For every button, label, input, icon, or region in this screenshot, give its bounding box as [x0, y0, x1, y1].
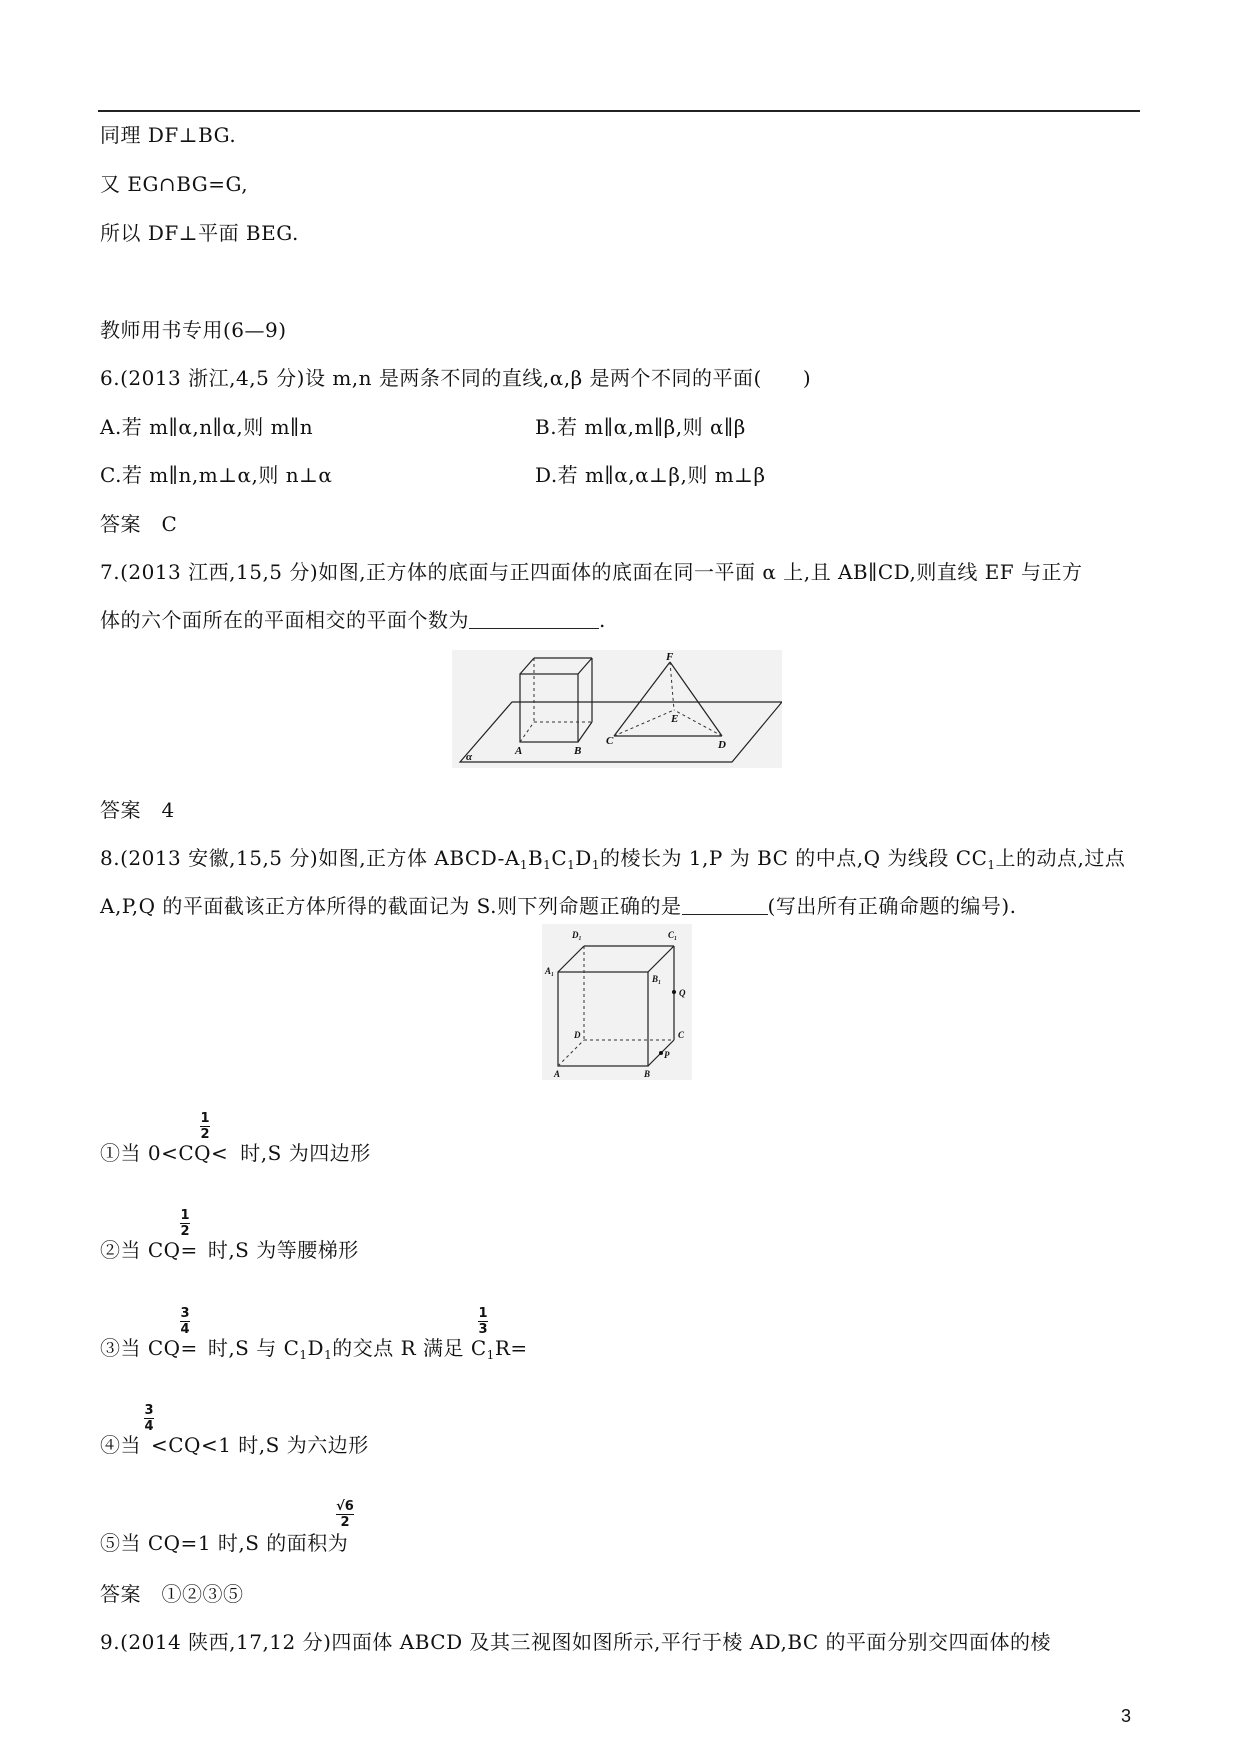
fraction-1	[200, 1112, 210, 1141]
s3-text-d: 的交点 R 满足 C	[332, 1336, 487, 1360]
denominator: 2	[200, 1127, 210, 1142]
numerator: √6	[336, 1499, 354, 1514]
statement-1	[100, 1139, 371, 1167]
subscript: 1	[987, 858, 996, 872]
page-number: 3	[1121, 1706, 1132, 1726]
label-c1: C₁	[668, 930, 678, 940]
question-8-line-1	[100, 844, 1125, 879]
label-c: C	[606, 735, 614, 747]
proof-line-2: 又 EG∩BG=G,	[100, 172, 249, 196]
subscript: 1	[543, 858, 552, 872]
label-d: D	[718, 739, 726, 751]
question-7-line-1: 7.(2013 江西,15,5 分)如图,正方体的底面与正四面体的底面在同一平面 α 上,且 AB∥CD,则直线 EF 与正方	[100, 560, 1083, 584]
proof-line-1: 同理 DF⊥BG.	[100, 123, 237, 147]
q8-text-2: B	[527, 846, 544, 870]
q8-text-3: C	[551, 846, 568, 870]
label-a1: A₁	[545, 966, 555, 976]
denominator: 4	[144, 1419, 154, 1434]
s5-text-a: ⑤当 CQ=1 时,S 的面积为	[100, 1531, 349, 1555]
q8-text-8: (写出所有正确命题的编号).	[767, 894, 1017, 918]
statement-5	[100, 1529, 348, 1557]
question-6: 6.(2013 浙江,4,5 分)设 m,n 是两条不同的直线,α,β 是两个不同的平面( )	[100, 366, 812, 390]
answer-blank	[469, 608, 599, 629]
label-c: C	[678, 1030, 685, 1040]
denominator: 2	[340, 1515, 350, 1530]
proof-line-3: 所以 DF⊥平面 BEG.	[100, 221, 299, 245]
section-heading: 教师用书专用(6—9)	[100, 318, 287, 342]
label-q: Q	[679, 988, 686, 998]
s2-text-b: 时,S 为等腰梯形	[207, 1238, 359, 1262]
numerator: 3	[180, 1306, 190, 1321]
q6-option-b: B.若 m∥α,m∥β,则 α∥β	[535, 415, 746, 439]
s2-text-a: ②当 CQ=	[100, 1238, 198, 1262]
cube-tetrahedron-figure	[452, 650, 782, 768]
q6-option-c: C.若 m∥n,m⊥α,则 n⊥α	[100, 463, 333, 487]
q7-period: .	[599, 608, 606, 632]
q8-text-7: A,P,Q 的平面截该正方体所得的截面记为 S.则下列命题正确的是	[100, 894, 682, 918]
fraction-3	[180, 1307, 190, 1336]
answer-7: 答案 4	[100, 798, 175, 822]
q8-text-4: D	[575, 846, 592, 870]
label-alpha: α	[466, 751, 473, 763]
fraction-5	[144, 1404, 154, 1433]
label-a: A	[515, 745, 523, 757]
s1-text-b: 时,S 为四边形	[240, 1141, 371, 1165]
s3-text-e: R=	[494, 1336, 528, 1360]
numerator: 1	[180, 1208, 190, 1223]
label-f: F	[666, 651, 674, 663]
s3-text-a: ③当 CQ=	[100, 1336, 198, 1360]
denominator: 4	[180, 1322, 190, 1337]
statement-3	[100, 1334, 528, 1369]
fraction-4	[478, 1307, 488, 1336]
s3-text-c: D	[307, 1336, 325, 1360]
label-e: E	[671, 713, 679, 725]
subscript: 1	[299, 1348, 308, 1362]
subscript: 1	[486, 1348, 495, 1362]
s1-text-a: ①当 0<CQ<	[100, 1141, 229, 1165]
point-q	[672, 990, 676, 994]
label-b: B	[574, 745, 582, 757]
point-p	[659, 1051, 663, 1055]
label-b1: B₁	[652, 974, 662, 984]
answer-blank	[682, 894, 768, 915]
denominator: 3	[478, 1322, 488, 1337]
question-9: 9.(2014 陕西,17,12 分)四面体 ABCD 及其三视图如图所示,平行于棱 AD,BC 的平面分别交四面体的棱	[100, 1630, 1052, 1654]
question-8-line-2	[100, 892, 1017, 920]
subscript: 1	[591, 858, 600, 872]
subscript: 1	[567, 858, 576, 872]
fraction-2	[180, 1209, 190, 1238]
q6-option-a: A.若 m∥α,n∥α,则 m∥n	[100, 415, 314, 439]
label-p: P	[664, 1050, 670, 1060]
q6-option-d: D.若 m∥α,α⊥β,则 m⊥β	[535, 463, 766, 487]
fraction-6	[336, 1500, 354, 1529]
cube-figure	[542, 924, 692, 1080]
answer-6: 答案 C	[100, 512, 178, 536]
numerator: 3	[144, 1403, 154, 1418]
label-a: A	[554, 1069, 561, 1079]
s4-text-b: <CQ<1 时,S 为六边形	[151, 1433, 369, 1457]
question-7-line-2	[100, 606, 606, 634]
numerator: 1	[478, 1306, 488, 1321]
numerator: 1	[200, 1111, 210, 1126]
label-d1: D₁	[572, 930, 582, 940]
header-rule	[98, 110, 1140, 112]
answer-8: 答案 ①②③⑤	[100, 1582, 244, 1606]
s4-text-a: ④当	[100, 1433, 141, 1457]
denominator: 2	[180, 1224, 190, 1239]
q8-text-6: 上的动点,过点	[995, 846, 1126, 870]
label-d: D	[574, 1030, 581, 1040]
statement-4	[100, 1431, 369, 1459]
statement-2	[100, 1236, 359, 1264]
q7-text: 体的六个面所在的平面相交的平面个数为	[100, 608, 469, 632]
subscript: 1	[324, 1348, 333, 1362]
s3-text-b: 时,S 与 C	[207, 1336, 300, 1360]
label-b: B	[644, 1069, 651, 1079]
q8-text-1: 8.(2013 安徽,15,5 分)如图,正方体 ABCD-A	[100, 846, 520, 870]
subscript: 1	[519, 858, 528, 872]
q8-text-5: 的棱长为 1,P 为 BC 的中点,Q 为线段 CC	[599, 846, 988, 870]
